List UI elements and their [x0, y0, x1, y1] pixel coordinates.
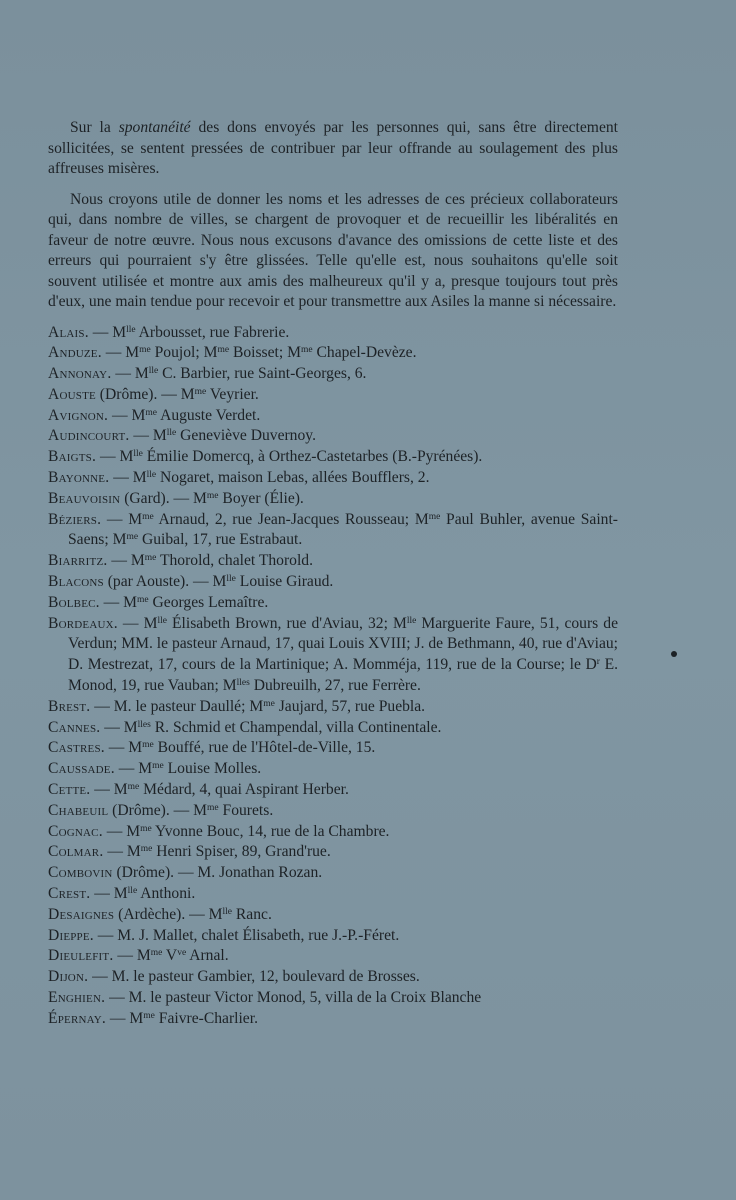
list-entry — [48, 780, 618, 801]
entry-city: Épernay. — [48, 1009, 107, 1027]
list-entry — [48, 593, 618, 614]
entry-city: Baigts. — [48, 448, 97, 466]
entry-city: Desaignes — [48, 905, 115, 923]
list-entry — [48, 614, 618, 697]
entry-city: Combovin — [48, 864, 113, 882]
list-entry — [48, 447, 618, 468]
entry-contacts: — $M^{me}$ Yvonne Bouc, 14, rue de la Chambre. — [102, 822, 390, 840]
entry-city: Cannes. — [48, 718, 101, 736]
list-entry — [48, 946, 618, 967]
entry-contacts: (Gard). — $M^{me}$ Boyer (Élie). — [120, 489, 304, 507]
list-entry — [48, 967, 618, 988]
entry-city: Dieppe. — [48, 926, 94, 944]
intro-p1-end: des dons envoyés par les personnes qui, sans être directement sollicitées, se sentent pressées de contribuer par leur offrande au soulagement des plus affreuses misères. — [48, 119, 618, 177]
intro-paragraph-2: Nous croyons utile de donner les noms et les adresses de ces précieux collaborateurs qui, dans nombre de villes, se chargent de provoquer et de recueillir les libéralités en faveur de notre œuvre. Nous nous excusons d'avance des omissions de cette liste et des erreurs qui pourraient s'y être glissées. Telle qu'elle est, nous souhaitons qu'elle soit souvent utilisée et montre aux amis des malheureux qu'il y a, presque toujours tout près d'eux, une main tendue pour recevoir et pour transmettre aux Asiles la manne si nécessaire. — [48, 190, 618, 310]
entry-contacts: (Drôme). — $M^{me}$ Fourets. — [108, 801, 274, 819]
entry-city: Crest. — [48, 885, 91, 903]
entry-city: Bayonne. — [48, 469, 110, 487]
entry-city: Chabeuil — [48, 801, 109, 819]
list-entry — [48, 385, 618, 406]
entry-contacts: — $M^{me}$ $V^{ve}$ Arnal. — [113, 947, 229, 965]
entry-contacts: — $M^{lle}$ Nogaret, maison Lebas, allées Boufflers, 2. — [109, 469, 430, 487]
entry-contacts: — M. le pasteur Gambier, 12, boulevard de Brosses. — [88, 968, 420, 986]
entry-contacts: (Drôme). — M. Jonathan Rozan. — [112, 864, 323, 882]
list-entry — [48, 863, 618, 884]
list-entry — [48, 323, 618, 344]
entry-contacts: — $M^{me}$ Poujol; $M^{me}$ Boisset; $M^{me}$ Chapel-Devèze. — [101, 344, 417, 362]
entry-contacts: — $M^{lle}$ Élisabeth Brown, rue d'Aviau, 32; $M^{lle}$ Marguerite Faure, 51, cours de Verdun; MM. le pasteur Arnaud, 17, quai Louis XVIII; J. de Bethmann, 40, rue d'Aviau; D. Mestrezat, 17, cours de la Martinique; A. Momméja, 119, rue de la Course; le $D^r$ E. Monod, 19, rue Vauban; $M^{lles}$ Dubreuilh, 27, rue Ferrère. — [68, 614, 618, 695]
list-entry — [48, 822, 618, 843]
entry-city: Anduze. — [48, 344, 102, 362]
entry-contacts: — $M^{me}$ Georges Lemaître. — [99, 593, 269, 611]
list-entry — [48, 905, 618, 926]
intro-paragraph-1 — [48, 118, 618, 180]
list-entry — [48, 1009, 618, 1030]
list-entry — [48, 801, 618, 822]
entry-city: Castres. — [48, 739, 105, 757]
entry-contacts: — M. le pasteur Victor Monod, 5, villa de la Croix Blanche — [105, 989, 482, 1006]
entry-city: Bordeaux. — [48, 614, 118, 632]
entry-contacts: — $M^{me}$ Thorold, chalet Thorold. — [107, 552, 313, 570]
entry-city: Alais. — [48, 323, 89, 341]
entry-contacts: — $M^{me}$ Auguste Verdet. — [108, 406, 261, 424]
list-entry — [48, 884, 618, 905]
entry-contacts: — $M^{lle}$ Anthoni. — [90, 885, 196, 903]
entry-contacts: — $M^{me}$ Bouffé, rue de l'Hôtel-de-Ville, 15. — [104, 739, 376, 757]
list-entry — [48, 364, 618, 385]
list-entry — [48, 551, 618, 572]
entry-contacts: (Ardèche). — $M^{lle}$ Ranc. — [114, 905, 272, 923]
list-entry — [48, 406, 618, 427]
entry-contacts: — $M^{me}$ Médard, 4, quai Aspirant Herber. — [90, 781, 349, 799]
page-text — [48, 118, 618, 1030]
entry-city: Cognac. — [48, 822, 103, 840]
entry-contacts: — $M^{lle}$ Geneviève Duvernoy. — [129, 427, 316, 445]
entry-contacts: (par Aouste). — $M^{lle}$ Louise Giraud. — [103, 573, 334, 591]
entry-city: Enghien. — [48, 989, 106, 1006]
entry-city: Caussade. — [48, 760, 115, 778]
entry-contacts: (Drôme). — $M^{me}$ Veyrier. — [95, 385, 259, 403]
list-entry — [48, 718, 618, 739]
entry-contacts: — $M^{me}$ Louise Molles. — [114, 760, 262, 778]
entry-contacts: — $M^{me}$ Henri Spiser, 89, Grand'rue. — [103, 843, 331, 861]
entry-city: Blacons — [48, 573, 104, 591]
list-entry — [48, 988, 618, 1009]
list-entry — [48, 697, 618, 718]
entry-city: Bolbec. — [48, 593, 100, 611]
list-entry — [48, 738, 618, 759]
list-entry — [48, 343, 618, 364]
entry-contacts: — $M^{lles}$ R. Schmid et Champendal, villa Continentale. — [100, 718, 442, 736]
entry-city: Avignon. — [48, 406, 109, 424]
list-entry — [48, 468, 618, 489]
entry-city: Colmar. — [48, 843, 104, 861]
entry-city: Aouste — [48, 385, 96, 403]
list-entry — [48, 489, 618, 510]
entry-city: Audincourt. — [48, 427, 130, 445]
intro-p1-start: Sur la — [70, 119, 119, 136]
contact-list — [48, 323, 618, 1030]
entry-contacts: — $M^{me}$ Arnaud, 2, rue Jean-Jacques Rousseau; $M^{me}$ Paul Buhler, avenue Saint-Saens; $M^{me}$ Guibal, 17, rue Estrabaut. — [68, 510, 619, 549]
entry-city: Dijon. — [48, 968, 89, 986]
list-entry — [48, 842, 618, 863]
list-entry — [48, 926, 618, 947]
entry-contacts: — $M^{lle}$ Émilie Domercq, à Orthez-Castetarbes (B.-Pyrénées). — [96, 448, 483, 466]
entry-city: Béziers. — [48, 510, 102, 528]
ink-speck — [671, 651, 677, 657]
intro-p1-emphasis: spontanéité — [118, 119, 191, 136]
list-entry — [48, 572, 618, 593]
entry-city: Brest. — [48, 697, 91, 715]
entry-contacts: — $M^{lle}$ C. Barbier, rue Saint-Georges, 6. — [111, 365, 367, 383]
list-entry — [48, 759, 618, 780]
entry-contacts: — M. J. Mallet, chalet Élisabeth, rue J.-P.-Féret. — [93, 926, 400, 944]
entry-city: Biarritz. — [48, 552, 108, 570]
entry-city: Beauvoisin — [48, 489, 121, 507]
entry-city: Cette. — [48, 781, 91, 799]
entry-contacts: — $M^{me}$ Faivre-Charlier. — [106, 1009, 258, 1027]
entry-city: Dieulefit. — [48, 947, 114, 965]
list-entry — [48, 510, 618, 552]
list-entry — [48, 426, 618, 447]
entry-contacts: — M. le pasteur Daullé; $M^{me}$ Jaujard, 57, rue Puebla. — [90, 697, 426, 715]
entry-contacts: — $M^{lle}$ Arbousset, rue Fabrerie. — [88, 323, 290, 341]
entry-city: Annonay. — [48, 365, 112, 383]
